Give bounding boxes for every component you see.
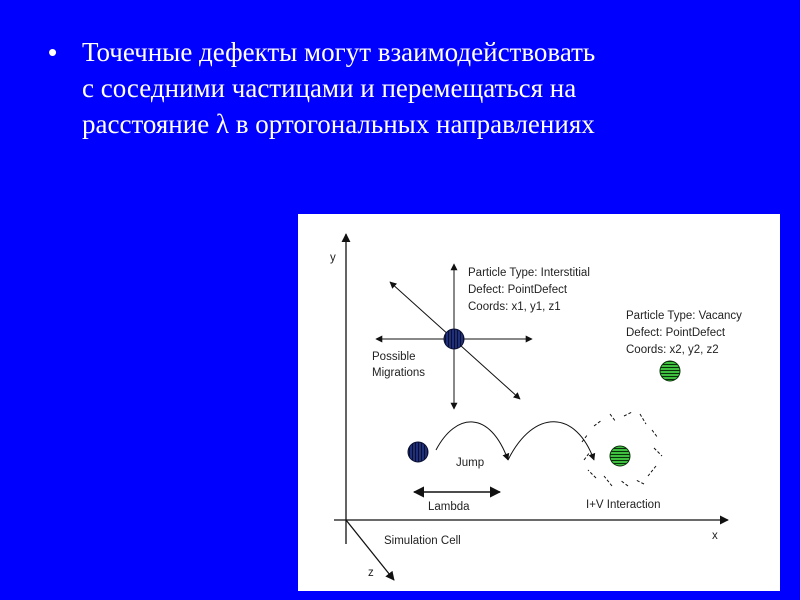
vacancy-coords-label: Coords: x2, y2, z2	[626, 344, 719, 356]
x-axis-label: x	[712, 530, 718, 542]
interstitial-particle	[444, 329, 464, 349]
bullet-line: с соседними частицами и перемещаться на	[82, 73, 577, 103]
point-defect-diagram	[298, 214, 780, 591]
diagram-svg	[298, 214, 780, 591]
simulation-cell-label: Simulation Cell	[384, 535, 461, 547]
bullet-line: расстояние λ в ортогональных направлениях	[82, 109, 595, 139]
lambda-label: Lambda	[428, 501, 470, 513]
jump-arc-1	[436, 422, 508, 460]
bullet-dot-icon: •	[48, 37, 58, 67]
possible-migrations-label: Possible Migrations	[372, 351, 426, 379]
jumping-interstitial-particle	[408, 442, 428, 462]
y-axis-label: y	[330, 252, 336, 264]
vacancy-defect-label: Defect: PointDefect	[626, 327, 726, 339]
interstitial-type-label: Particle Type: Interstitial	[468, 267, 590, 279]
z-axis-label: z	[368, 567, 374, 579]
interaction-vacancy-particle	[610, 446, 630, 466]
bullet-line: Точечные дефекты могут взаимодействовать	[82, 37, 596, 67]
interstitial-defect-label: Defect: PointDefect	[468, 284, 568, 296]
jump-arc-2	[508, 422, 594, 460]
vacancy-type-label: Particle Type: Vacancy	[626, 310, 742, 322]
interstitial-coords-label: Coords: x1, y1, z1	[468, 301, 561, 313]
bullet-text	[82, 34, 782, 142]
interaction-label: I+V Interaction	[586, 499, 661, 511]
jump-label: Jump	[456, 457, 485, 469]
vacancy-particle	[660, 361, 680, 381]
